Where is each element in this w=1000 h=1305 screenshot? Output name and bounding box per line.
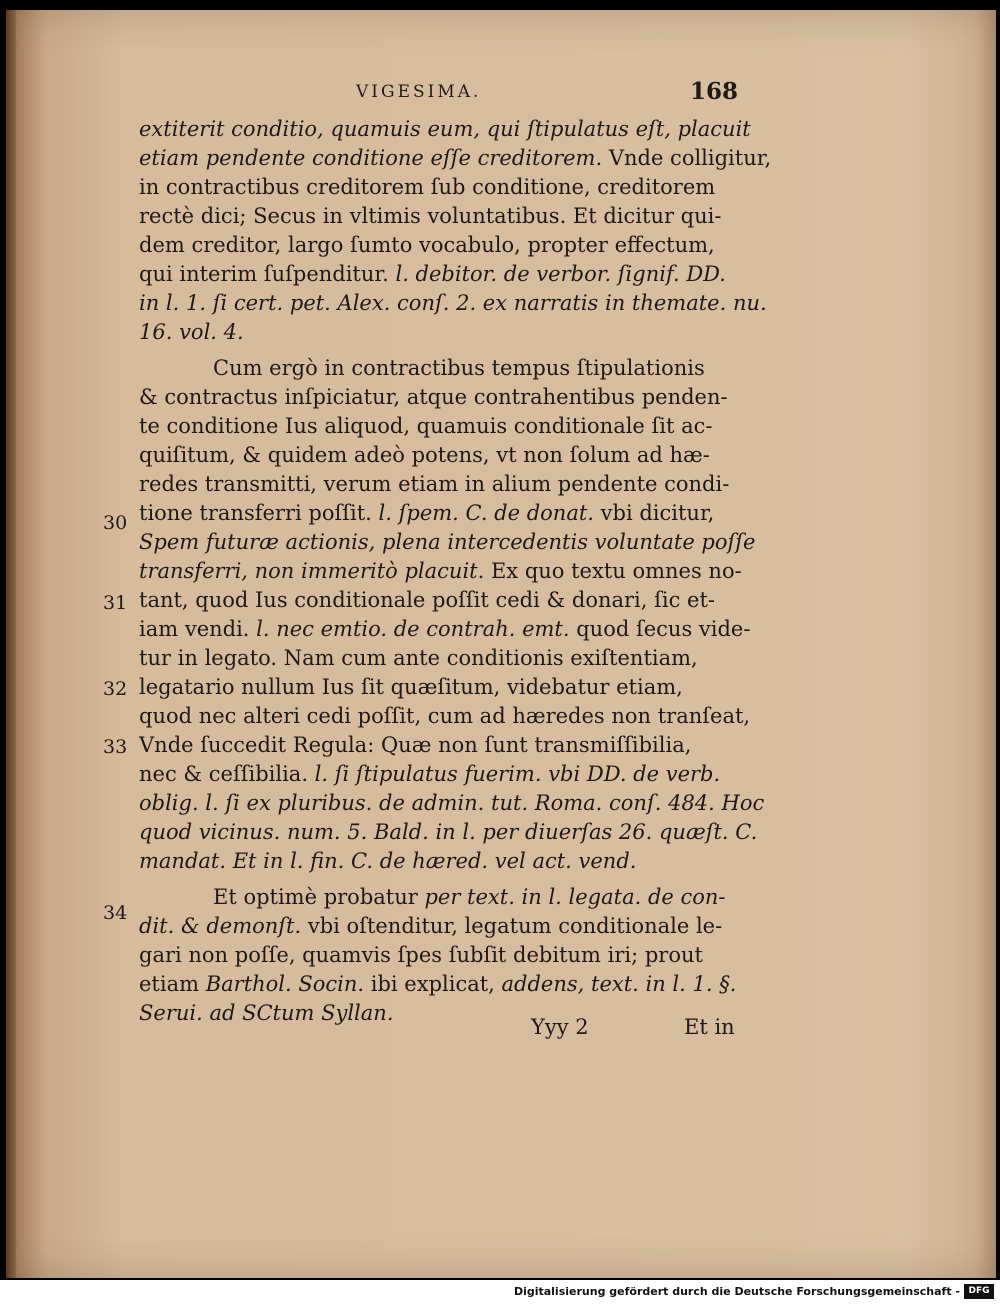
text-line bbox=[139, 970, 739, 999]
running-title: VIGESIMA. bbox=[356, 82, 482, 102]
italic-citation: oblig. l. ſi ex pluribus. de admin. tut. Roma. conſ. 484. Hoc bbox=[139, 791, 765, 815]
italic-citation: l. nec emtio. de contrah. emt. bbox=[256, 617, 570, 641]
text-line bbox=[139, 528, 756, 557]
italic-citation: Spem futuræ actionis, plena intercedentis voluntate poſſe bbox=[139, 530, 756, 554]
text-segment: legatario nullum Ius ſit quæſitum, videbatur etiam, bbox=[139, 675, 683, 699]
text-segment: qui interim ſuſpenditur. bbox=[139, 262, 396, 286]
text-line bbox=[139, 731, 739, 760]
italic-citation: per text. in l. legata. de con- bbox=[424, 885, 726, 909]
text-segment: tione transferri poſſit. bbox=[139, 501, 379, 525]
italic-citation: in l. 1. ſi cert. pet. Alex. conſ. 2. ex narratis in themate. nu. bbox=[139, 291, 767, 315]
text-line bbox=[139, 999, 739, 1028]
italic-citation: 16. vol. 4. bbox=[139, 320, 244, 344]
page-number: 168 bbox=[690, 78, 739, 105]
text-segment: vbi dicitur, bbox=[593, 501, 715, 525]
margin-number: 30 bbox=[103, 512, 128, 534]
italic-citation: transferri, non immeritò placuit. bbox=[139, 559, 485, 583]
text-segment: te conditione Ius aliquod, quamuis conditionale ſit ac- bbox=[139, 414, 713, 438]
italic-citation: extiterit conditio, quamuis eum, qui ſtipulatus eſt, placuit bbox=[139, 117, 751, 141]
italic-citation: Serui. ad SCtum Syllan. bbox=[139, 1001, 394, 1025]
text-line bbox=[139, 644, 739, 673]
text-line bbox=[139, 818, 758, 847]
text-line bbox=[139, 412, 739, 441]
text-line bbox=[139, 115, 751, 144]
text-line bbox=[139, 883, 739, 912]
margin-number: 34 bbox=[103, 902, 128, 924]
italic-citation: l. ſi ſtipulatus fuerim. vbi DD. de verb. bbox=[314, 762, 721, 786]
catchword: Et in bbox=[684, 1015, 735, 1039]
text-segment: tur in legato. Nam cum ante conditionis exiſtentiam, bbox=[139, 646, 698, 670]
text-line bbox=[139, 173, 739, 202]
text-segment: vbi oſtenditur, legatum conditionale le- bbox=[301, 914, 723, 938]
italic-citation: addens, text. in l. 1. §. bbox=[501, 972, 737, 996]
text-segment: tant, quod Ius conditionale poſſit cedi & donari, ſic et- bbox=[139, 588, 716, 612]
text-segment: dem creditor, largo ſumto vocabulo, propter effectum, bbox=[139, 233, 715, 257]
text-line bbox=[139, 673, 739, 702]
text-segment: Vnde colligitur, bbox=[602, 146, 772, 170]
text-line bbox=[139, 289, 767, 318]
page-binding-edge bbox=[6, 10, 16, 1278]
text-line bbox=[139, 202, 739, 231]
margin-number: 31 bbox=[103, 592, 128, 614]
text-segment: etiam bbox=[139, 972, 206, 996]
text-line bbox=[139, 702, 751, 731]
italic-citation: quod vicinus. num. 5. Bald. in l. per diuerſas 26. quæſt. C. bbox=[139, 820, 758, 844]
dfg-logo-icon: DFG bbox=[964, 1284, 994, 1299]
italic-citation: etiam pendente conditione eſſe creditorem. bbox=[139, 146, 603, 170]
text-line bbox=[139, 231, 739, 260]
text-segment: ibi explicat, bbox=[364, 972, 502, 996]
text-line bbox=[139, 318, 739, 347]
italic-citation: mandat. Et in l. fin. C. de hæred. vel act. vend. bbox=[139, 849, 637, 873]
body-text bbox=[139, 115, 772, 1028]
text-line bbox=[139, 557, 742, 586]
text-segment: in contractibus creditorem ſub conditione, creditorem bbox=[139, 175, 716, 199]
text-segment: quod nec alteri cedi poſſit, cum ad hæredes non tranſeat, bbox=[139, 704, 751, 728]
text-line bbox=[139, 470, 739, 499]
text-line bbox=[139, 847, 739, 876]
text-line bbox=[139, 354, 739, 383]
text-line bbox=[139, 260, 739, 289]
footer-bar bbox=[0, 1280, 1000, 1305]
text-segment: quiſitum, & quidem adeò potens, vt non ſolum ad hæ- bbox=[139, 443, 710, 467]
italic-citation: l. debitor. de verbor. ſignif. DD. bbox=[395, 262, 726, 286]
text-segment: quod ſecus vide- bbox=[569, 617, 751, 641]
text-line bbox=[139, 383, 739, 412]
funding-credit: Digitalisierung gefördert durch die Deutsche Forschungsgemeinschaft - bbox=[513, 1285, 960, 1298]
italic-citation: l. ſpem. C. de donat. bbox=[378, 501, 594, 525]
text-line bbox=[139, 499, 739, 528]
text-line bbox=[139, 912, 739, 941]
text-line bbox=[139, 789, 765, 818]
text-segment: Cum ergò in contractibus tempus ſtipulationis bbox=[213, 356, 705, 380]
text-line bbox=[139, 441, 739, 470]
text-segment: gari non poſſe, quamvis ſpes ſubſit debitum iri; prout bbox=[139, 943, 703, 967]
italic-citation: Barthol. Socin. bbox=[205, 972, 365, 996]
text-segment: Ex quo textu omnes no- bbox=[484, 559, 742, 583]
text-segment: & contractus inſpiciatur, atque contrahentibus penden- bbox=[139, 385, 728, 409]
text-line bbox=[139, 615, 751, 644]
margin-number: 32 bbox=[103, 678, 128, 700]
text-segment: Vnde ſuccedit Regula: Quæ non ſunt transmiſſibilia, bbox=[139, 733, 692, 757]
text-segment: rectè dici; Secus in vltimis voluntatibus. Et dicitur qui- bbox=[139, 204, 722, 228]
text-segment: nec & ceſſibilia. bbox=[139, 762, 315, 786]
text-line bbox=[139, 941, 739, 970]
text-line bbox=[139, 144, 772, 173]
italic-citation: dit. & demonſt. bbox=[139, 914, 302, 938]
text-segment: Et optimè probatur bbox=[213, 885, 425, 909]
text-line bbox=[139, 586, 739, 615]
signature-mark: Yyy 2 bbox=[531, 1015, 589, 1039]
margin-number: 33 bbox=[103, 736, 128, 758]
text-segment: redes transmitti, verum etiam in alium pendente condi- bbox=[139, 472, 730, 496]
text-segment: iam vendi. bbox=[139, 617, 257, 641]
text-line bbox=[139, 760, 739, 789]
